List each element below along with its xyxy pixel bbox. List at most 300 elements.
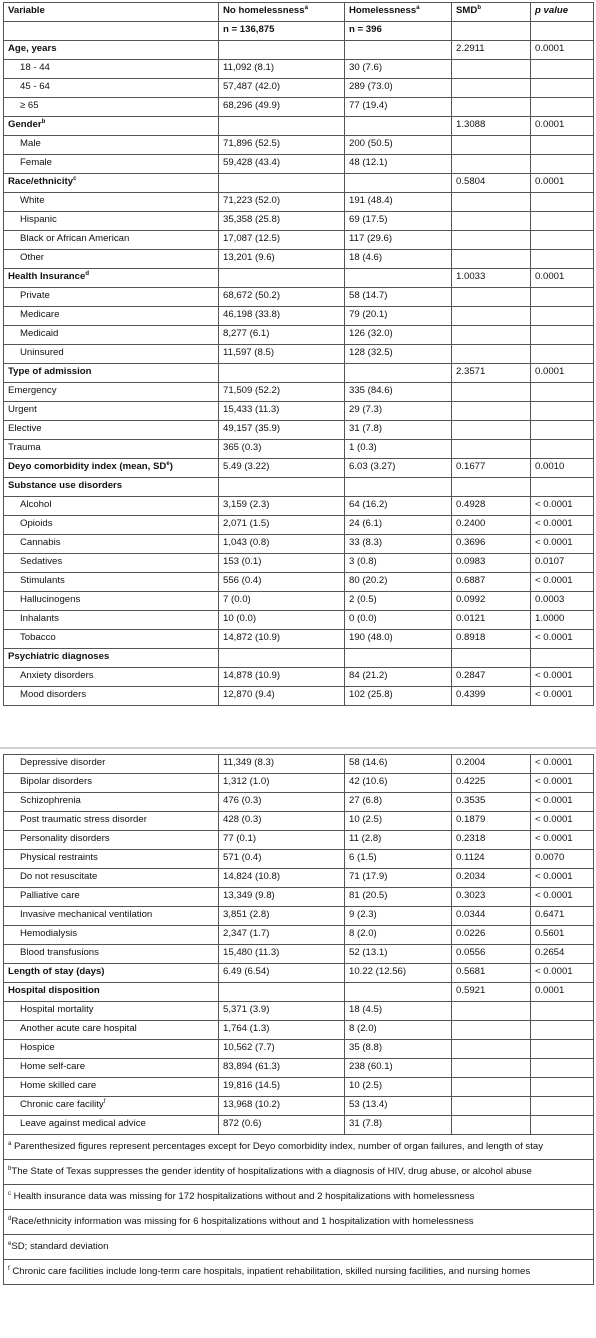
row-label: Schizophrenia: [4, 793, 219, 812]
cell-homelessness: 8 (2.0): [345, 1021, 452, 1040]
row-label: Leave against medical advice: [4, 1116, 219, 1135]
cell-homelessness: 24 (6.1): [345, 516, 452, 535]
cell-p-value: [531, 136, 594, 155]
table-row: [4, 516, 594, 535]
cell-smd: [452, 1078, 531, 1097]
cell-p-value: < 0.0001: [531, 793, 594, 812]
footnote-row: [4, 1135, 594, 1160]
cell-no-homelessness: 14,878 (10.9): [219, 668, 345, 687]
cell-smd: [452, 649, 531, 668]
row-label: Anxiety disorders: [4, 668, 219, 687]
cell-p-value: [531, 1040, 594, 1059]
n-p: [531, 22, 594, 41]
cell-smd: 0.5681: [452, 964, 531, 983]
cell-no-homelessness: [219, 478, 345, 497]
table-row: [4, 421, 594, 440]
cell-no-homelessness: [219, 269, 345, 288]
cell-homelessness: 48 (12.1): [345, 155, 452, 174]
cell-homelessness: 81 (20.5): [345, 888, 452, 907]
cell-smd: [452, 79, 531, 98]
row-label: Hallucinogens: [4, 592, 219, 611]
cell-homelessness: 10 (2.5): [345, 1078, 452, 1097]
table-row: [4, 630, 594, 649]
cell-smd: 1.0033: [452, 269, 531, 288]
cell-no-homelessness: 14,872 (10.9): [219, 630, 345, 649]
cell-smd: 0.1677: [452, 459, 531, 478]
cell-p-value: [531, 1002, 594, 1021]
table-row: [4, 98, 594, 117]
table-row: [4, 440, 594, 459]
cell-no-homelessness: 428 (0.3): [219, 812, 345, 831]
cell-p-value: 0.0001: [531, 364, 594, 383]
cell-smd: 0.2034: [452, 869, 531, 888]
cell-smd: [452, 307, 531, 326]
table-row: [4, 793, 594, 812]
cell-smd: 0.2847: [452, 668, 531, 687]
cell-smd: 0.3535: [452, 793, 531, 812]
table-row: [4, 41, 594, 60]
table-row: [4, 869, 594, 888]
table-row: [4, 1116, 594, 1135]
cell-smd: 0.1879: [452, 812, 531, 831]
row-label: Trauma: [4, 440, 219, 459]
cell-p-value: [531, 383, 594, 402]
cell-p-value: 0.5601: [531, 926, 594, 945]
cell-p-value: < 0.0001: [531, 630, 594, 649]
page-divider: [0, 747, 596, 749]
row-label: 45 - 64: [4, 79, 219, 98]
footnote: $^f$ Chronic care facilities include long-term care hospitals, inpatient rehabilitation, skilled nursing facilities, and nursing homes: [4, 1260, 594, 1285]
row-label: Home self-care: [4, 1059, 219, 1078]
cell-p-value: 0.0001: [531, 269, 594, 288]
cell-smd: 0.4928: [452, 497, 531, 516]
n-label: [4, 22, 219, 41]
n-row: [4, 22, 594, 41]
cell-no-homelessness: 571 (0.4): [219, 850, 345, 869]
cell-homelessness: 11 (2.8): [345, 831, 452, 850]
cell-no-homelessness: 8,277 (6.1): [219, 326, 345, 345]
table-row: [4, 402, 594, 421]
row-label: White: [4, 193, 219, 212]
cell-homelessness: 53 (13.4): [345, 1097, 452, 1116]
cell-no-homelessness: 13,201 (9.6): [219, 250, 345, 269]
row-label: Length of stay (days): [4, 964, 219, 983]
cell-p-value: < 0.0001: [531, 668, 594, 687]
footnote: $^b$The State of Texas suppresses the gender identity of hospitalizations with a diagnosis of HIV, drug abuse, or alcohol abuse: [4, 1160, 594, 1185]
row-label: Cannabis: [4, 535, 219, 554]
row-label: Tobacco: [4, 630, 219, 649]
footnote-row: [4, 1260, 594, 1285]
cell-p-value: 0.0107: [531, 554, 594, 573]
cell-homelessness: 71 (17.9): [345, 869, 452, 888]
cell-p-value: [531, 60, 594, 79]
cell-smd: [452, 155, 531, 174]
cell-homelessness: 35 (8.8): [345, 1040, 452, 1059]
header-variable: Variable: [4, 3, 219, 22]
cell-homelessness: 8 (2.0): [345, 926, 452, 945]
row-label: ≥ 65: [4, 98, 219, 117]
cell-no-homelessness: 46,198 (33.8): [219, 307, 345, 326]
table-row: [4, 326, 594, 345]
cell-homelessness: 238 (60.1): [345, 1059, 452, 1078]
cell-homelessness: 3 (0.8): [345, 554, 452, 573]
cell-p-value: 0.0001: [531, 41, 594, 60]
cell-smd: [452, 288, 531, 307]
table-row: [4, 364, 594, 383]
cell-p-value: < 0.0001: [531, 687, 594, 706]
cell-no-homelessness: 476 (0.3): [219, 793, 345, 812]
table-row: [4, 1059, 594, 1078]
cell-smd: [452, 193, 531, 212]
row-label: Private: [4, 288, 219, 307]
cell-smd: 0.0992: [452, 592, 531, 611]
row-label: Do not resuscitate: [4, 869, 219, 888]
header-row: [4, 3, 594, 22]
cell-homelessness: 10.22 (12.56): [345, 964, 452, 983]
table-row: [4, 774, 594, 793]
cell-homelessness: 58 (14.7): [345, 288, 452, 307]
table-row: [4, 964, 594, 983]
cell-no-homelessness: 5.49 (3.22): [219, 459, 345, 478]
table-row: [4, 831, 594, 850]
table-row: [4, 535, 594, 554]
cell-p-value: [531, 478, 594, 497]
cell-no-homelessness: 68,672 (50.2): [219, 288, 345, 307]
header-homelessness: Homelessness$^a$: [345, 3, 452, 22]
table-row: [4, 269, 594, 288]
cell-no-homelessness: [219, 41, 345, 60]
cell-no-homelessness: 556 (0.4): [219, 573, 345, 592]
cell-smd: 0.0983: [452, 554, 531, 573]
cell-no-homelessness: 1,312 (1.0): [219, 774, 345, 793]
cell-no-homelessness: [219, 174, 345, 193]
cell-homelessness: 18 (4.6): [345, 250, 452, 269]
row-label: Hospice: [4, 1040, 219, 1059]
cell-p-value: [531, 1021, 594, 1040]
table-row: [4, 907, 594, 926]
cell-homelessness: 84 (21.2): [345, 668, 452, 687]
cell-no-homelessness: 7 (0.0): [219, 592, 345, 611]
table-row: [4, 155, 594, 174]
cell-p-value: < 0.0001: [531, 516, 594, 535]
table-row: [4, 1021, 594, 1040]
cell-homelessness: 31 (7.8): [345, 421, 452, 440]
row-label: Uninsured: [4, 345, 219, 364]
cell-smd: 2.2911: [452, 41, 531, 60]
cell-p-value: 1.0000: [531, 611, 594, 630]
cell-smd: 0.4399: [452, 687, 531, 706]
row-label: Hospital mortality: [4, 1002, 219, 1021]
table-row: [4, 1097, 594, 1116]
row-label: Race/ethnicity$^c$: [4, 174, 219, 193]
cell-smd: 0.0556: [452, 945, 531, 964]
cell-homelessness: 2 (0.5): [345, 592, 452, 611]
footnote-row: [4, 1185, 594, 1210]
cell-no-homelessness: 13,968 (10.2): [219, 1097, 345, 1116]
cell-smd: [452, 98, 531, 117]
table-row: [4, 250, 594, 269]
cell-homelessness: [345, 983, 452, 1002]
cell-homelessness: 77 (19.4): [345, 98, 452, 117]
cell-no-homelessness: [219, 649, 345, 668]
row-label: Hospital disposition: [4, 983, 219, 1002]
cell-homelessness: 27 (6.8): [345, 793, 452, 812]
cell-smd: [452, 1021, 531, 1040]
cell-p-value: [531, 98, 594, 117]
cell-smd: [452, 212, 531, 231]
cell-no-homelessness: 17,087 (12.5): [219, 231, 345, 250]
footnote: $^c$ Health insurance data was missing for 172 hospitalizations without and 2 hospitalizations with homelessness: [4, 1185, 594, 1210]
table-row: [4, 136, 594, 155]
cell-no-homelessness: 57,487 (42.0): [219, 79, 345, 98]
cell-no-homelessness: 19,816 (14.5): [219, 1078, 345, 1097]
cell-p-value: [531, 231, 594, 250]
cell-smd: 0.1124: [452, 850, 531, 869]
row-label: Emergency: [4, 383, 219, 402]
table-row: [4, 611, 594, 630]
cell-smd: [452, 1116, 531, 1135]
cell-smd: [452, 421, 531, 440]
cell-p-value: [531, 1116, 594, 1135]
row-label: Depressive disorder: [4, 755, 219, 774]
cell-homelessness: 0 (0.0): [345, 611, 452, 630]
cell-homelessness: 102 (25.8): [345, 687, 452, 706]
row-label: Urgent: [4, 402, 219, 421]
row-label: Opioids: [4, 516, 219, 535]
table-row: [4, 60, 594, 79]
row-label: Substance use disorders: [4, 478, 219, 497]
cell-p-value: 0.0001: [531, 117, 594, 136]
cell-homelessness: 335 (84.6): [345, 383, 452, 402]
table-row: [4, 193, 594, 212]
cell-homelessness: 1 (0.3): [345, 440, 452, 459]
cell-homelessness: 80 (20.2): [345, 573, 452, 592]
row-label: Stimulants: [4, 573, 219, 592]
header-smd: SMD$^b$: [452, 3, 531, 22]
cell-smd: [452, 478, 531, 497]
header-p-value: p value: [531, 3, 594, 22]
cell-smd: 0.0121: [452, 611, 531, 630]
table-row: [4, 383, 594, 402]
table-row: [4, 926, 594, 945]
row-label: Alcohol: [4, 497, 219, 516]
cell-no-homelessness: 15,433 (11.3): [219, 402, 345, 421]
row-label: Black or African American: [4, 231, 219, 250]
cell-no-homelessness: 3,159 (2.3): [219, 497, 345, 516]
cell-p-value: [531, 212, 594, 231]
table-row: [4, 649, 594, 668]
row-label: Female: [4, 155, 219, 174]
cell-homelessness: 33 (8.3): [345, 535, 452, 554]
cell-no-homelessness: 68,296 (49.9): [219, 98, 345, 117]
cell-smd: [452, 60, 531, 79]
footnote-row: [4, 1235, 594, 1260]
cell-no-homelessness: 10,562 (7.7): [219, 1040, 345, 1059]
cell-no-homelessness: [219, 364, 345, 383]
row-label: Male: [4, 136, 219, 155]
table-row: [4, 345, 594, 364]
cell-p-value: [531, 1059, 594, 1078]
cell-homelessness: [345, 478, 452, 497]
row-label: Palliative care: [4, 888, 219, 907]
row-label: Hemodialysis: [4, 926, 219, 945]
cell-no-homelessness: 77 (0.1): [219, 831, 345, 850]
cell-no-homelessness: 3,851 (2.8): [219, 907, 345, 926]
cell-homelessness: 128 (32.5): [345, 345, 452, 364]
row-label: Mood disorders: [4, 687, 219, 706]
row-label: Elective: [4, 421, 219, 440]
cell-no-homelessness: 1,043 (0.8): [219, 535, 345, 554]
row-label: Blood transfusions: [4, 945, 219, 964]
cell-no-homelessness: 49,157 (35.9): [219, 421, 345, 440]
cell-homelessness: [345, 364, 452, 383]
table-row: [4, 888, 594, 907]
row-label: Physical restraints: [4, 850, 219, 869]
table-row: [4, 1002, 594, 1021]
cell-smd: 0.4225: [452, 774, 531, 793]
cell-p-value: < 0.0001: [531, 812, 594, 831]
cell-smd: 0.2400: [452, 516, 531, 535]
cell-homelessness: 190 (48.0): [345, 630, 452, 649]
table-row: [4, 307, 594, 326]
table-row: [4, 174, 594, 193]
cell-homelessness: [345, 174, 452, 193]
cell-smd: [452, 1002, 531, 1021]
cell-smd: 2.3571: [452, 364, 531, 383]
row-label: Medicare: [4, 307, 219, 326]
cell-smd: 0.3023: [452, 888, 531, 907]
cell-homelessness: [345, 41, 452, 60]
footnote-row: [4, 1160, 594, 1185]
n-smd: [452, 22, 531, 41]
cell-no-homelessness: 153 (0.1): [219, 554, 345, 573]
cell-no-homelessness: 2,347 (1.7): [219, 926, 345, 945]
row-label: Post traumatic stress disorder: [4, 812, 219, 831]
cell-smd: 0.8918: [452, 630, 531, 649]
table-row: [4, 1078, 594, 1097]
cell-no-homelessness: 11,597 (8.5): [219, 345, 345, 364]
footnote: $^e$SD; standard deviation: [4, 1235, 594, 1260]
row-label: Age, years: [4, 41, 219, 60]
cell-no-homelessness: 365 (0.3): [219, 440, 345, 459]
cell-p-value: 0.6471: [531, 907, 594, 926]
row-label: Sedatives: [4, 554, 219, 573]
cell-p-value: 0.0003: [531, 592, 594, 611]
cell-smd: 0.2004: [452, 755, 531, 774]
cell-p-value: [531, 1078, 594, 1097]
cell-p-value: 0.0070: [531, 850, 594, 869]
cell-homelessness: 42 (10.6): [345, 774, 452, 793]
row-label: Invasive mechanical ventilation: [4, 907, 219, 926]
cell-smd: 1.3088: [452, 117, 531, 136]
cell-smd: 0.5804: [452, 174, 531, 193]
row-label: Deyo comorbidity index (mean, $SD^e$): [4, 459, 219, 478]
cell-p-value: [531, 440, 594, 459]
table-row: [4, 554, 594, 573]
cell-smd: [452, 231, 531, 250]
cell-p-value: [531, 649, 594, 668]
cell-p-value: < 0.0001: [531, 869, 594, 888]
cell-homelessness: [345, 117, 452, 136]
cell-p-value: [531, 326, 594, 345]
cell-smd: 0.6887: [452, 573, 531, 592]
table-row: [4, 79, 594, 98]
cell-p-value: < 0.0001: [531, 535, 594, 554]
n-no-homelessness: n = 136,875: [219, 22, 345, 41]
cell-smd: [452, 326, 531, 345]
cell-no-homelessness: 71,223 (52.0): [219, 193, 345, 212]
table-part-1: [3, 2, 594, 706]
cell-no-homelessness: 13,349 (9.8): [219, 888, 345, 907]
table-row: [4, 497, 594, 516]
cell-smd: [452, 402, 531, 421]
cell-p-value: 0.0001: [531, 174, 594, 193]
cell-no-homelessness: 872 (0.6): [219, 1116, 345, 1135]
cell-homelessness: 64 (16.2): [345, 497, 452, 516]
cell-p-value: < 0.0001: [531, 497, 594, 516]
table-row: [4, 755, 594, 774]
row-label: Home skilled care: [4, 1078, 219, 1097]
table-row: [4, 478, 594, 497]
cell-p-value: < 0.0001: [531, 964, 594, 983]
cell-homelessness: 126 (32.0): [345, 326, 452, 345]
row-label: Other: [4, 250, 219, 269]
row-label: Medicaid: [4, 326, 219, 345]
cell-smd: 0.5921: [452, 983, 531, 1002]
cell-smd: [452, 440, 531, 459]
cell-smd: 0.2318: [452, 831, 531, 850]
cell-homelessness: 200 (50.5): [345, 136, 452, 155]
row-label: Health Insurance$^d$: [4, 269, 219, 288]
cell-p-value: < 0.0001: [531, 888, 594, 907]
cell-p-value: [531, 1097, 594, 1116]
table-row: [4, 117, 594, 136]
cell-homelessness: [345, 269, 452, 288]
footnote: $^a$ Parenthesized figures represent percentages except for Deyo comorbidity index, number of organ failures, and length of stay: [4, 1135, 594, 1160]
cell-p-value: [531, 79, 594, 98]
cell-smd: 0.0226: [452, 926, 531, 945]
row-label: Inhalants: [4, 611, 219, 630]
cell-p-value: 0.0010: [531, 459, 594, 478]
cell-homelessness: 191 (48.4): [345, 193, 452, 212]
cell-smd: [452, 1097, 531, 1116]
table-row: [4, 687, 594, 706]
cell-homelessness: [345, 649, 452, 668]
footnote-row: [4, 1210, 594, 1235]
cell-no-homelessness: 14,824 (10.8): [219, 869, 345, 888]
cell-p-value: [531, 345, 594, 364]
cell-p-value: [531, 288, 594, 307]
cell-no-homelessness: 83,894 (61.3): [219, 1059, 345, 1078]
cell-p-value: [531, 307, 594, 326]
table-row: [4, 288, 594, 307]
table-row: [4, 592, 594, 611]
table-row: [4, 212, 594, 231]
cell-no-homelessness: 15,480 (11.3): [219, 945, 345, 964]
cell-no-homelessness: 5,371 (3.9): [219, 1002, 345, 1021]
table-row: [4, 945, 594, 964]
cell-p-value: 0.0001: [531, 983, 594, 1002]
cell-homelessness: 69 (17.5): [345, 212, 452, 231]
cell-no-homelessness: 11,349 (8.3): [219, 755, 345, 774]
header-no-homelessness: No homelessness$^a$: [219, 3, 345, 22]
cell-p-value: [531, 421, 594, 440]
row-label: Chronic care facility$^f$: [4, 1097, 219, 1116]
table-row: [4, 668, 594, 687]
row-label: Hispanic: [4, 212, 219, 231]
cell-homelessness: 18 (4.5): [345, 1002, 452, 1021]
cell-homelessness: 6 (1.5): [345, 850, 452, 869]
